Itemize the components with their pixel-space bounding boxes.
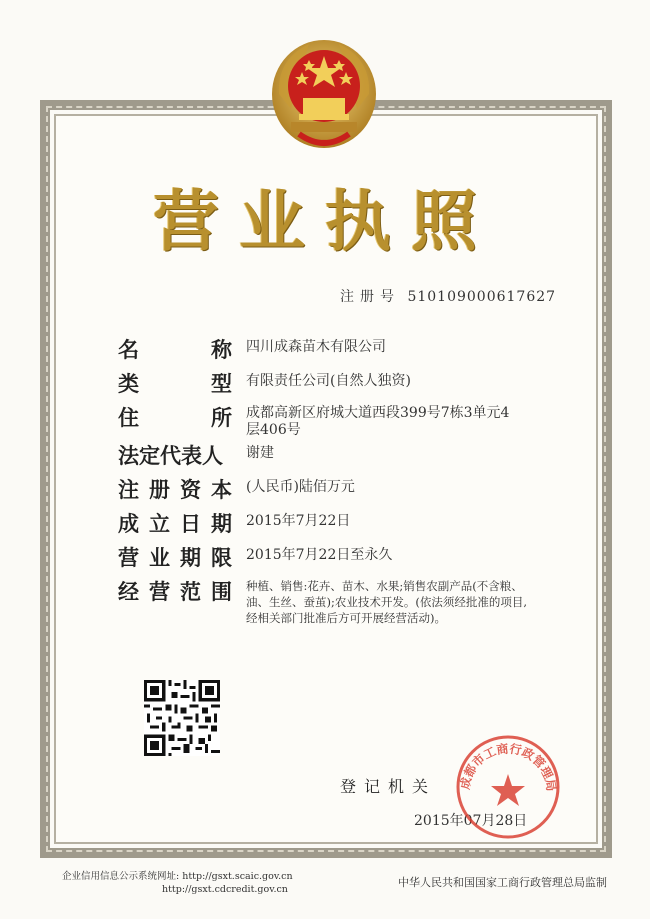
footer-url-1: http://gsxt.scaic.gov.cn bbox=[182, 871, 293, 882]
document-title: 营业执照 bbox=[153, 182, 497, 260]
issue-date: 2015年07月28日 bbox=[414, 813, 528, 829]
field-value: 2015年7月22日 bbox=[246, 513, 351, 529]
field-label: 住 所 bbox=[118, 406, 232, 430]
field-value: 种植、销售:花卉、苗木、水果;销售农副产品(不含粮、油、生丝、蚕茧);农业技术开发。(依法须经批准的项目,经相关部门批准后方可开展经营活动)。 bbox=[246, 579, 528, 625]
footer-website bbox=[62, 870, 293, 896]
field-value: 四川成森苗木有限公司 bbox=[246, 339, 386, 355]
registration-number: 510109000617627 bbox=[407, 289, 557, 305]
field-value: 成都高新区府城大道西段399号7栋3单元4层406号 bbox=[246, 405, 510, 438]
qr-code-icon bbox=[144, 680, 220, 756]
field-value: 有限责任公司(自然人独资) bbox=[246, 373, 411, 389]
footer-issuer: 中华人民共和国国家工商行政管理总局监制 bbox=[398, 876, 607, 889]
field-value: 谢建 bbox=[246, 445, 274, 461]
registration-label: 注册号 bbox=[340, 289, 400, 305]
official-seal-icon bbox=[453, 732, 563, 842]
field-label: 营 业 期 限 bbox=[118, 546, 232, 570]
field-label: 名 称 bbox=[118, 338, 232, 362]
field-label: 成 立 日 期 bbox=[118, 512, 232, 536]
footer-url-2: http://gsxt.cdcredit.gov.cn bbox=[162, 884, 288, 895]
national-emblem-icon bbox=[269, 34, 379, 152]
registration-authority: 登记机关 bbox=[340, 777, 437, 796]
field-label: 法定代表人 bbox=[118, 444, 223, 468]
svg-text:成都市工商行政管理局: 成都市工商行政管理局 bbox=[457, 741, 559, 793]
registration-line bbox=[340, 286, 556, 306]
field-value: 2015年7月22日至永久 bbox=[246, 547, 393, 563]
field-label: 注 册 资 本 bbox=[118, 478, 232, 502]
field-label: 经 营 范 围 bbox=[118, 580, 232, 604]
field-label: 类 型 bbox=[118, 372, 232, 396]
footer-website-label: 企业信用信息公示系统网址: bbox=[62, 871, 180, 882]
field-value: (人民币)陆佰万元 bbox=[246, 479, 355, 495]
